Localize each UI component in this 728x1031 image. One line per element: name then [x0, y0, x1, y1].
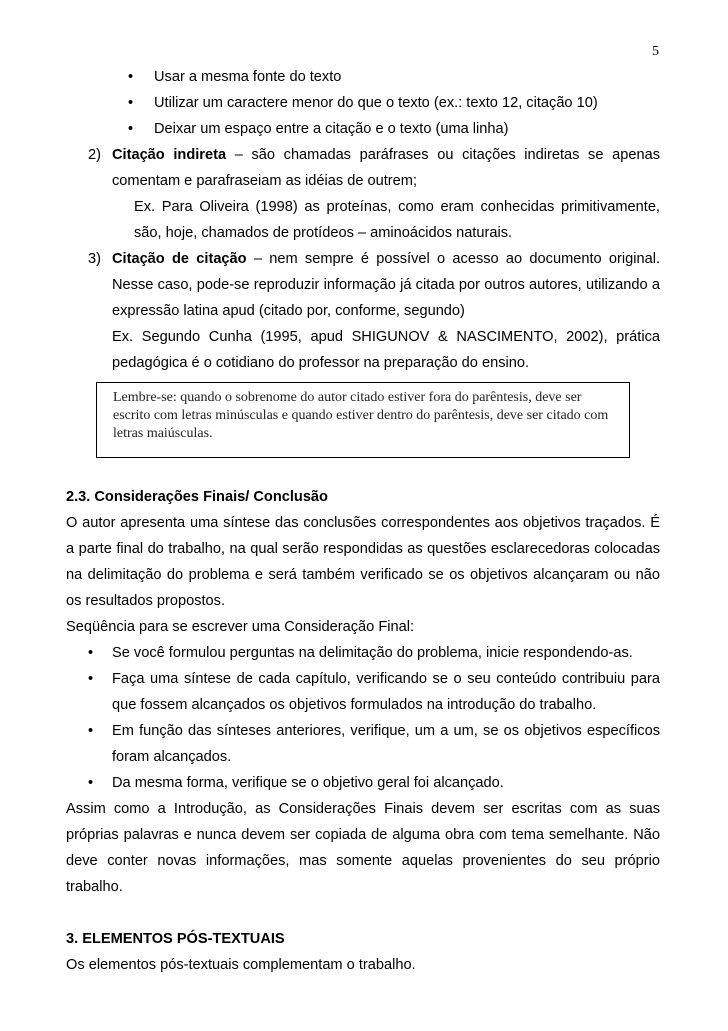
paragraph: O autor apresenta uma síntese das conclusões correspondentes aos objetivos traçados. É a parte final do trabalho, na qual serão respondidas as questões esclarecedoras colocadas na delimitação do problema e será também verificado se os objetivos alcançaram ou não os resultados propostos. [66, 515, 660, 609]
list-item: • Se você formulou perguntas na delimitação do problema, inicie respondendo-as. [66, 640, 660, 666]
bullet-icon: • [88, 671, 94, 687]
term-indirect-citation: Citação indireta [112, 147, 227, 163]
example-indirect-citation: Ex. Para Oliveira (1998) as proteínas, como eram conhecidas primitivamente, são, hoje, chamados de protídeos – aminoácidos naturais. [134, 199, 660, 241]
bullet-icon: • [128, 69, 134, 85]
list-item: • Em função das sínteses anteriores, verifique, um a um, se os objetivos específicos foram alcançados. [66, 718, 660, 770]
paragraph: Seqüência para se escrever uma Consideração Final: [66, 619, 415, 635]
bullet-icon: • [88, 723, 94, 739]
section-heading-conclusion: 2.3. Considerações Finais/ Conclusão [66, 489, 328, 505]
example-citation-of-citation: Ex. Segundo Cunha (1995, apud SHIGUNOV & NASCIMENTO, 2002), prática pedagógica é o cotidiano do professor na preparação do ensino. [112, 329, 660, 371]
paragraph: Assim como a Introdução, as Considerações Finais devem ser escritas com as suas próprias palavras e nunca devem ser copiada de alguma obra com tema semelhante. Não deve conter novas informações, mas somente aquelas provenientes do seu próprio trabalho. [66, 801, 660, 895]
list-item: • Da mesma forma, verifique se o objetivo geral foi alcançado. [66, 770, 660, 796]
list-item: • Faça uma síntese de cada capítulo, verificando se o seu conteúdo contribuiu para que fossem alcançados os objetivos formulados na introdução do trabalho. [66, 666, 660, 718]
list-item: • Utilizar um caractere menor do que o texto (ex.: texto 12, citação 10) [66, 90, 660, 116]
numbered-item-citation-of-citation: 3) Citação de citação – nem sempre é possível o acesso ao documento original. Nesse caso, pode-se reproduzir informação já citada por outros autores, utilizando a expressão latina apud (citado por, conforme, segundo) [88, 251, 660, 319]
section-heading-post-textual: 3. ELEMENTOS PÓS-TEXTUAIS [66, 931, 285, 947]
bullet-icon: • [128, 95, 134, 111]
paragraph: Os elementos pós-textuais complementam o trabalho. [66, 957, 416, 973]
term-citation-of-citation: Citação de citação [112, 251, 247, 267]
list-item: • Usar a mesma fonte do texto [66, 64, 660, 90]
reminder-box: Lembre-se: quando o sobrenome do autor citado estiver fora do parêntesis, deve ser escrito com letras minúsculas e quando estiver dentro do parêntesis, deve ser citado com letras maiúsculas. [96, 382, 630, 458]
list-item: • Deixar um espaço entre a citação e o texto (uma linha) [66, 116, 660, 142]
page-number: 5 [652, 44, 659, 59]
document-body [66, 64, 660, 978]
bullet-icon: • [128, 121, 134, 137]
numbered-item-indirect-citation: 2) Citação indireta – são chamadas paráfrases ou citações indiretas se apenas comentam e parafraseiam as idéias de outrem; [88, 147, 660, 189]
bullet-icon: • [88, 775, 94, 791]
bullet-icon: • [88, 645, 94, 661]
